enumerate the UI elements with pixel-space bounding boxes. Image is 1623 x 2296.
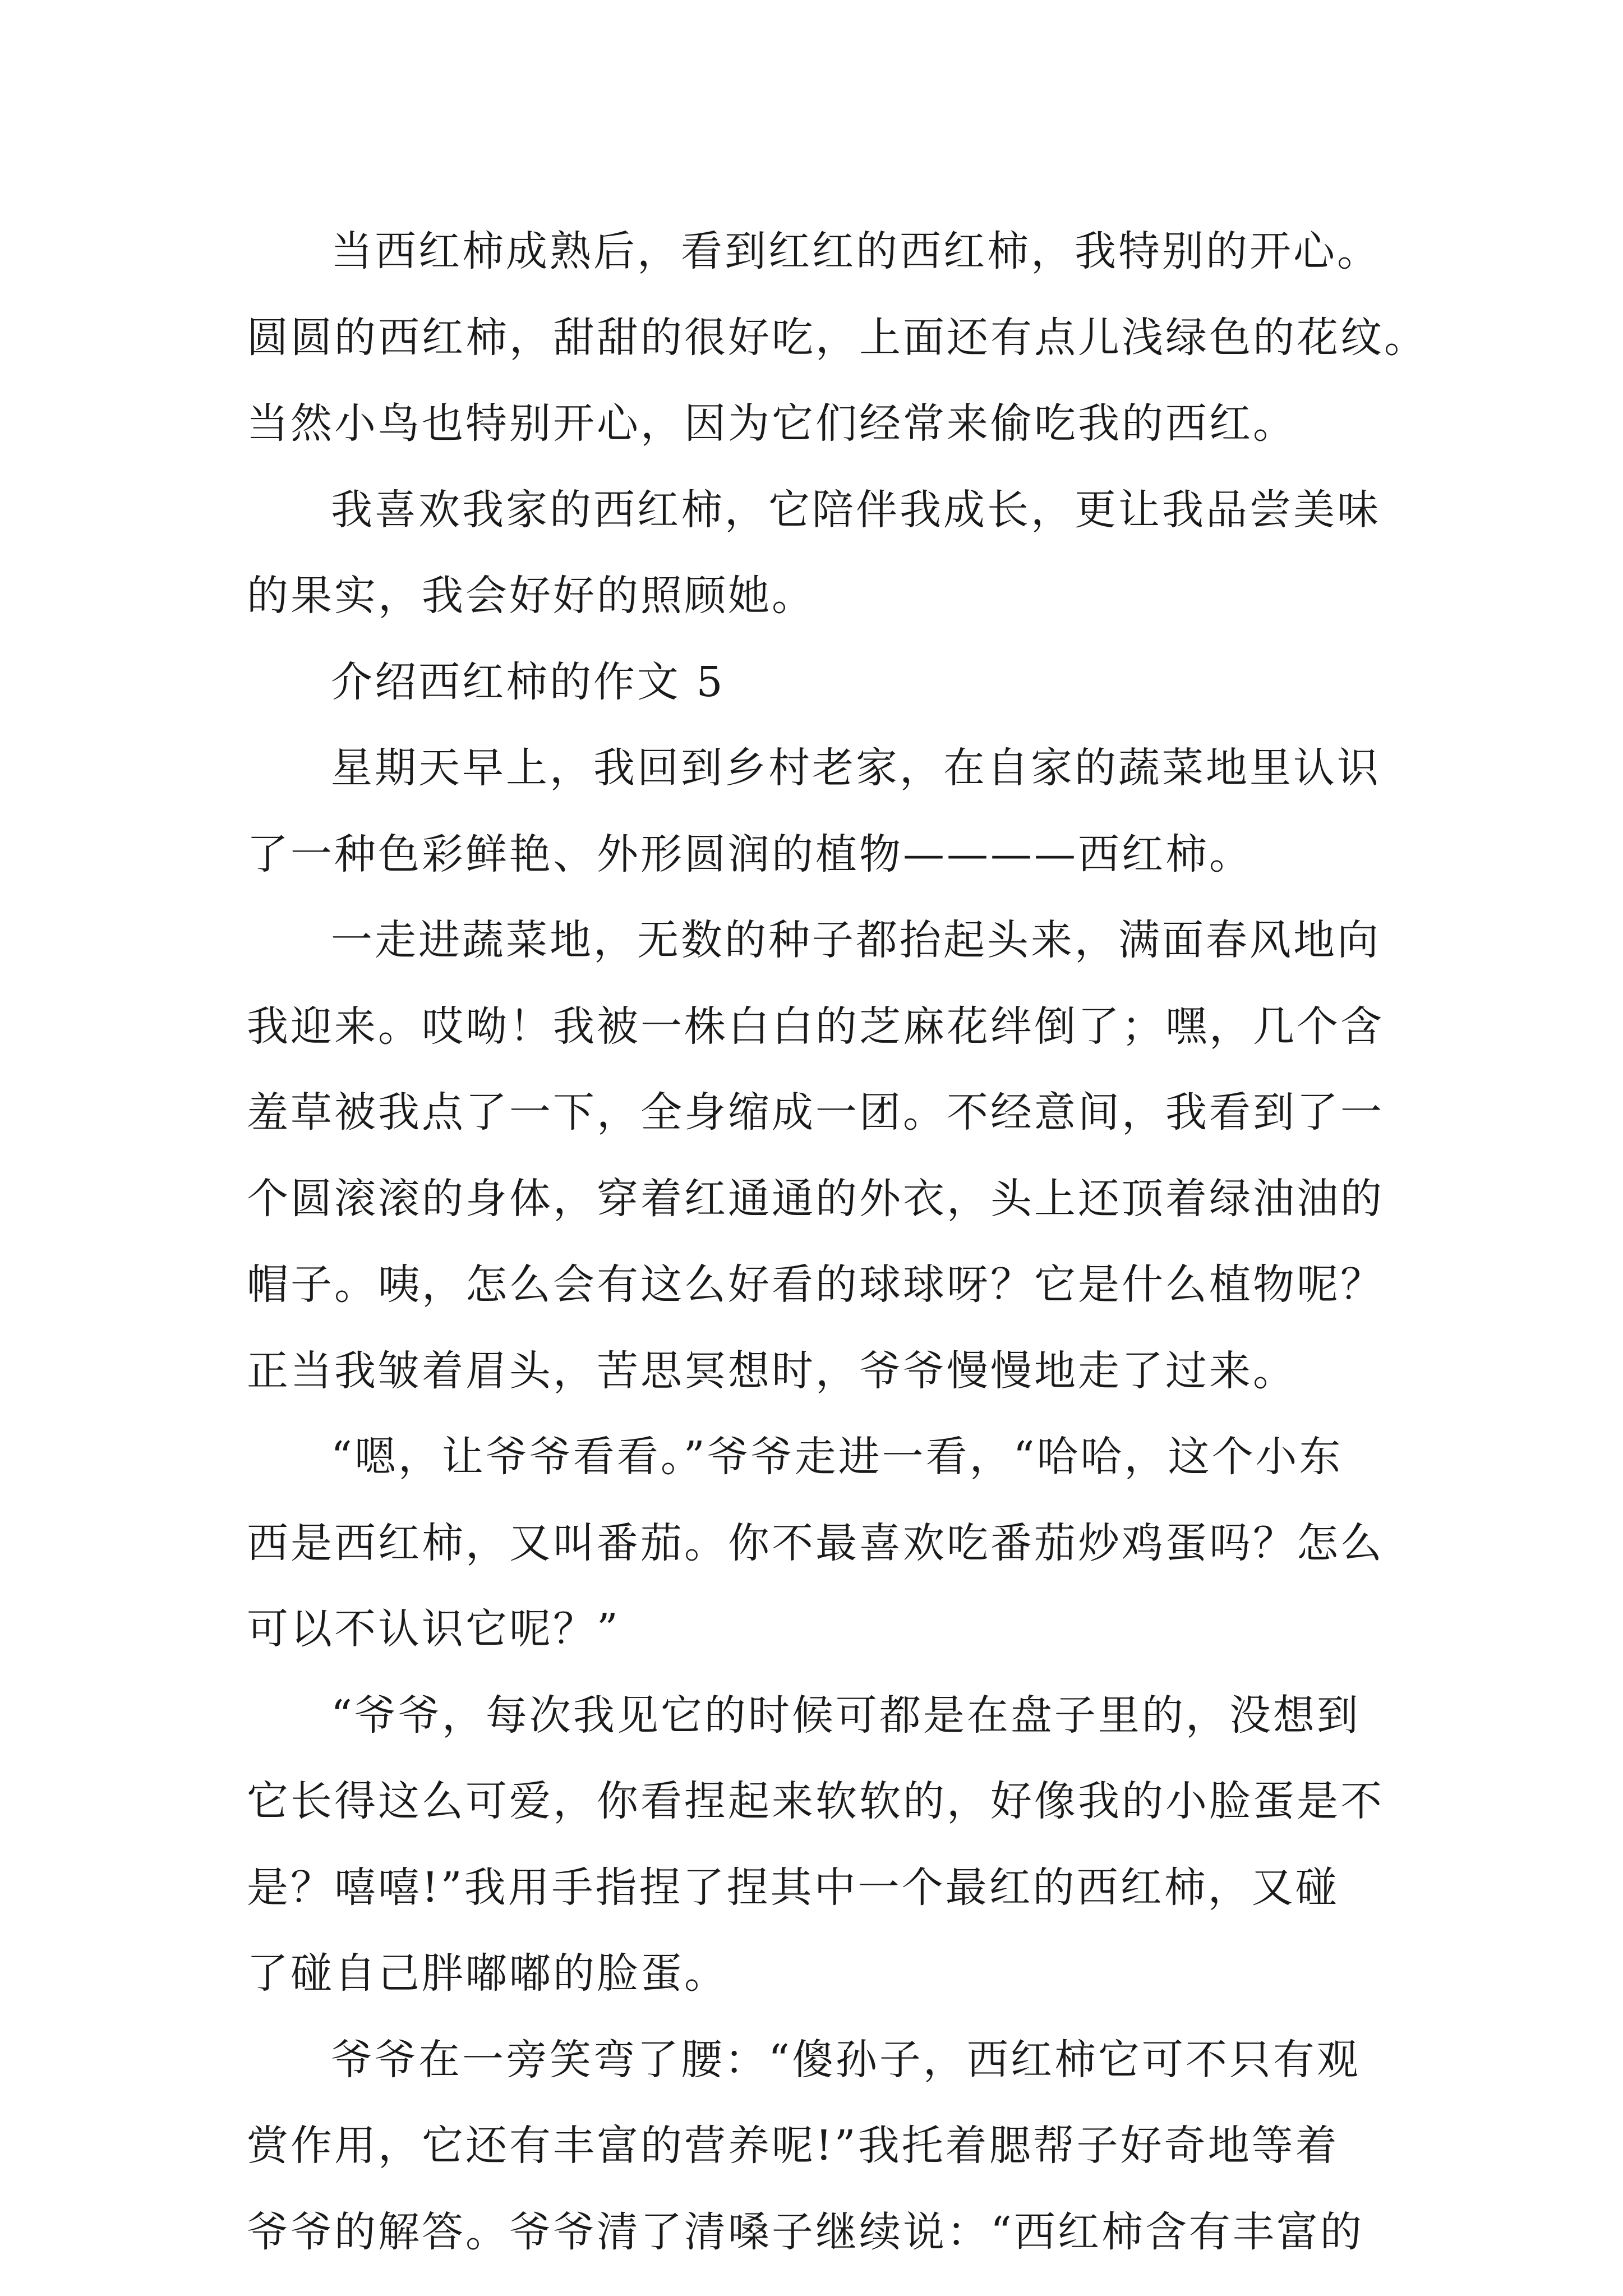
body-text bbox=[247, 209, 1428, 2275]
text-line: 了碰自己胖嘟嘟的脸蛋。 bbox=[247, 1949, 728, 1998]
text-line: 帽子。咦，怎么会有这么好看的球球呀？它是什么植物呢？ bbox=[247, 1260, 1384, 1309]
text-line: “嗯，让爷爷看看。”爷爷走进一看，“哈哈，这个小东 bbox=[331, 1433, 1343, 1481]
text-line: 一走进蔬菜地，无数的种子都抬起头来，满面春风地向 bbox=[331, 916, 1381, 964]
text-line: 了一种色彩鲜艳、外形圆润的植物————西红柿。 bbox=[247, 830, 1253, 878]
text-line: 爷爷在一旁笑弯了腰：“傻孙子，西红柿它可不只有观 bbox=[331, 2035, 1361, 2084]
text-line: 当然小鸟也特别开心，因为它们经常来偷吃我的西红。 bbox=[247, 399, 1297, 448]
text-line: 我喜欢我家的西红柿，它陪伴我成长，更让我品尝美味 bbox=[331, 485, 1381, 534]
text-line: 爷爷的解答。爷爷清了清嗓子继续说：“西红柿含有丰富的 bbox=[247, 2207, 1364, 2256]
text-line: 正当我皱着眉头，苦思冥想时，爷爷慢慢地走了过来。 bbox=[247, 1346, 1297, 1395]
text-line: 赏作用，它还有丰富的营养呢!”我托着腮帮子好奇地等着 bbox=[247, 2122, 1339, 2170]
section-heading: 介绍西红柿的作文 5 bbox=[331, 657, 725, 706]
text-line: 星期天早上，我回到乡村老家，在自家的蔬菜地里认识 bbox=[331, 744, 1381, 792]
text-line: 西是西红柿，又叫番茄。你不最喜欢吃番茄炒鸡蛋吗？怎么 bbox=[247, 1519, 1384, 1567]
text-line: 的果实，我会好好的照顾她。 bbox=[247, 572, 815, 620]
text-line: 是？嘻嘻!”我用手指捏了捏其中一个最红的西红柿，又碰 bbox=[247, 1863, 1339, 1912]
text-line: 可以不认识它呢？” bbox=[247, 1605, 620, 1653]
text-line: 它长得这么可爱，你看捏起来软软的，好像我的小脸蛋是不 bbox=[247, 1777, 1384, 1825]
text-line: 羞草被我点了一下，全身缩成一团。不经意间，我看到了一 bbox=[247, 1088, 1384, 1137]
text-line: 我迎来。哎呦！我被一株白白的芝麻花绊倒了；嘿，几个含 bbox=[247, 1002, 1384, 1051]
text-line: 当西红柿成熟后，看到红红的西红柿，我特别的开心。 bbox=[331, 227, 1381, 275]
text-line: “爷爷，每次我见它的时候可都是在盘子里的，没想到 bbox=[331, 1691, 1361, 1740]
text-line: 个圆滚滚的身体，穿着红通通的外衣，头上还顶着绿油油的 bbox=[247, 1174, 1384, 1223]
text-line: 圆圆的西红柿，甜甜的很好吃，上面还有点儿浅绿色的花纹。 bbox=[247, 313, 1428, 362]
